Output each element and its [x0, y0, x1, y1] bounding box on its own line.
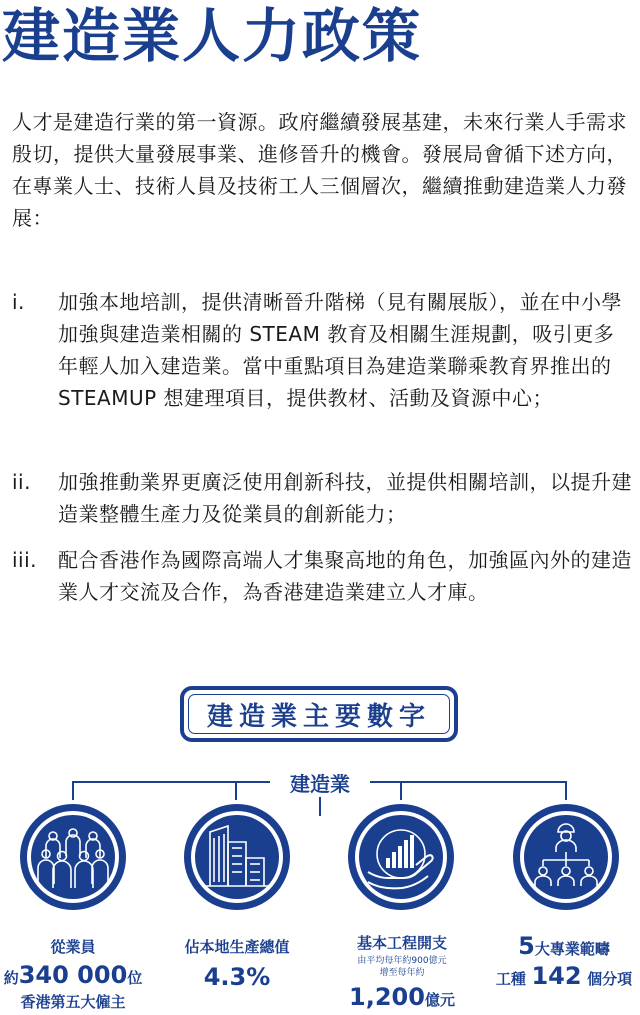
- policy-text: 加強本地培訓，提供清晰晉升階梯（見有關展版），並在中小學加強與建造業相關的 STEAM 教育及相關生涯規劃，吸引更多年輕人加入建造業。當中重點項目為建造業聯乘教育界推出的 STEAMUP 想建理項目，提供教材、活動及資源中心；: [58, 290, 622, 410]
- trades-value: 142: [531, 962, 582, 990]
- trades-number: 5: [518, 932, 535, 960]
- workers-prefix: 約: [3, 969, 19, 987]
- buildings-icon: [182, 802, 292, 912]
- gdp-stat: [170, 936, 304, 991]
- trades-prefix: 工種: [495, 970, 526, 988]
- trades-stat: [488, 932, 640, 990]
- workers-note: 香港第五大僱主: [20, 993, 126, 1011]
- policy-marker: ii.: [12, 470, 31, 494]
- gdp-label: 佔本地生產總值: [184, 938, 290, 956]
- sector-label: 建造業: [270, 768, 370, 797]
- org-chart-icon: [511, 802, 621, 912]
- policy-item: [12, 544, 632, 608]
- gdp-value: 4.3%: [203, 963, 271, 991]
- policy-item: [12, 286, 632, 466]
- workers-unit: 位: [127, 969, 143, 987]
- policy-item: [12, 466, 632, 544]
- key-figures-title: 建造業主要數字: [206, 701, 431, 732]
- page-title: 建造業人力政策: [2, 2, 423, 70]
- workers-label: 從業員: [50, 938, 96, 956]
- policy-text: 加強推動業界更廣泛使用創新科技，並提供相關培訓，以提升建造業整體生產力及從業員的創新能力；: [58, 470, 632, 526]
- workers-icon: [18, 802, 128, 912]
- banner-inner-border: [188, 694, 450, 734]
- works-label: 基本工程開支: [356, 934, 447, 952]
- trades-label: 大專業範疇: [534, 940, 610, 958]
- workers-value: 340 000: [18, 961, 128, 989]
- policy-text: 配合香港作為國際高端人才集聚高地的角色，加強區內外的建造業人才交流及合作，為香港建造業建立人才庫。: [58, 548, 632, 604]
- intro-paragraph: 人才是建造行業的第一資源。政府繼續發展基建，未來行業人手需求殷切，提供大量發展事業、進修晉升的機會。發展局會循下述方向，在專業人士、技術人員及技術工人三個層次，繼續推動建造業人力發展：: [12, 110, 627, 230]
- works-unit: 億元: [424, 991, 455, 1009]
- policy-marker: i.: [12, 290, 25, 314]
- works-note-2: 增至每年約: [379, 968, 425, 978]
- works-value: 1,200: [349, 983, 425, 1011]
- works-note-1: 由平均每年約900億元: [357, 956, 447, 966]
- policy-marker: iii.: [12, 548, 38, 572]
- works-stat: [336, 932, 468, 1011]
- workers-stat: [0, 936, 146, 1012]
- key-figures-banner: [180, 686, 458, 742]
- hand-growth-icon: [346, 802, 456, 912]
- trades-unit: 個分項: [587, 970, 633, 988]
- policy-list: [12, 286, 632, 608]
